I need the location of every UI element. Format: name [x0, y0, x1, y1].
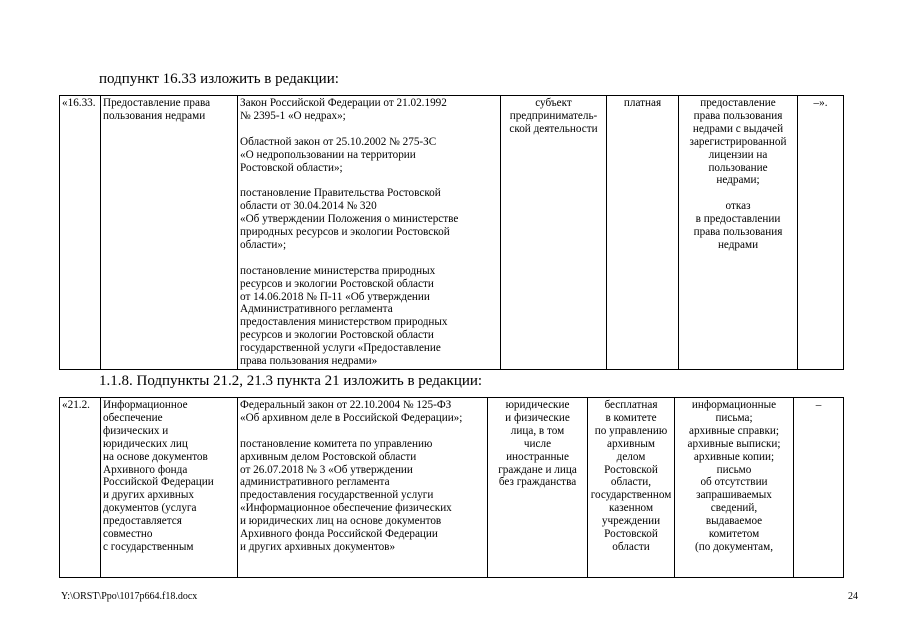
- legal-basis-line: Областной закон от 25.10.2002 № 275-ЗС: [240, 135, 437, 148]
- result-line: комитетом: [708, 528, 760, 541]
- cell-last: –: [794, 398, 844, 578]
- service-name-line: пользования недрами: [103, 109, 206, 122]
- result-line: недрами: [717, 238, 759, 251]
- cell-recipient: [488, 398, 588, 578]
- recipient-line: ской деятельности: [509, 122, 598, 135]
- result-line: права пользования: [693, 226, 783, 239]
- cell-service-name: [101, 96, 238, 370]
- result-line: запрашиваемых: [696, 489, 772, 502]
- legal-basis-line: от 26.07.2018 № 3 «Об утверждении: [240, 463, 413, 476]
- result-line: в предоставлении: [695, 213, 781, 226]
- service-name-line: на основе документов: [103, 450, 208, 463]
- legal-basis-line: Архивного фонда Российской Федерации: [240, 528, 438, 541]
- footer-file-path: Y:\ORST\Ppo\1017p664.f18.docx: [61, 591, 198, 602]
- legal-basis-line: предоставления министерством природных: [240, 316, 448, 329]
- result-line: недрами;: [716, 174, 760, 187]
- recipient-line: лица, в том: [510, 424, 565, 437]
- service-name-line: обеспечение: [103, 411, 163, 424]
- result-line: (по документам,: [694, 540, 773, 553]
- legal-basis-line: и юридических лиц на основе документов: [240, 515, 442, 528]
- payment-line: Ростовской: [604, 528, 658, 541]
- paragraph-gap: [240, 174, 498, 187]
- result-line: зарегистрированной: [689, 135, 787, 148]
- legal-basis-line: «Об утверждении Положения о министерстве: [240, 213, 459, 226]
- result-line: недрами с выдачей: [692, 122, 784, 135]
- heading-subpoints-21-2-21-3: 1.1.8. Подпункты 21.2, 21.3 пункта 21 изложить в редакции:: [99, 373, 483, 389]
- cell-result: [679, 96, 798, 370]
- cell-service-name: [101, 398, 238, 578]
- heading-subpoint-16-33: подпункт 16.33 изложить в редакции:: [99, 71, 339, 87]
- result-line: архивные выписки;: [687, 437, 781, 450]
- legal-basis-line: государственной услуги «Предоставление: [240, 342, 441, 355]
- recipient-line: иностранные: [506, 450, 569, 463]
- legal-basis-line: Федеральный закон от 22.10.2004 № 125-ФЗ: [240, 399, 452, 411]
- legal-basis-line: Ростовской области»;: [240, 161, 343, 174]
- legal-basis-line: ресурсов и экологии Ростовской области: [240, 277, 434, 290]
- service-name-line: и других архивных: [103, 489, 195, 502]
- recipient-line: предприниматель-: [509, 109, 598, 122]
- service-name-line: юридических лиц: [103, 437, 188, 450]
- footer-page-number: 24: [848, 591, 858, 602]
- cell-payment: [588, 398, 675, 578]
- recipient-line: субъект: [535, 97, 572, 109]
- service-name-line: физических и: [103, 424, 169, 437]
- legal-basis-line: области»;: [240, 238, 287, 251]
- payment-line: области: [612, 540, 650, 553]
- legal-basis-line: «Об архивном деле в Российской Федерации»;: [240, 411, 463, 424]
- legal-basis-line: административного регламента: [240, 476, 390, 489]
- result-line: письма;: [715, 411, 753, 424]
- result-line: выдаваемое: [705, 515, 763, 528]
- recipient-line: без гражданства: [498, 476, 577, 489]
- result-line: архивные копии;: [693, 450, 775, 463]
- result-line: об отсутствии: [700, 476, 768, 489]
- recipient-line: граждане и лица: [498, 463, 577, 476]
- result-line: письмо: [716, 463, 752, 476]
- table-subpoint-16-33: [59, 95, 844, 370]
- legal-basis-line: и других архивных документов»: [240, 540, 396, 553]
- legal-basis-line: «О недропользовании на территории: [240, 148, 416, 161]
- cell-number: «21.2.: [60, 398, 101, 578]
- legal-basis-line: Административного регламента: [240, 303, 393, 316]
- payment-line: по управлению: [594, 424, 668, 437]
- cell-result: [675, 398, 794, 578]
- paragraph-gap: [240, 425, 485, 438]
- payment-line: бесплатная: [604, 399, 658, 411]
- result-line: права пользования: [693, 109, 783, 122]
- service-name-line: документов (услуга: [103, 502, 197, 515]
- result-line: лицензии на: [708, 148, 768, 161]
- paragraph-gap: [681, 187, 795, 200]
- recipient-line: числе: [523, 437, 552, 450]
- legal-basis-line: постановление министерства природных: [240, 264, 436, 277]
- legal-basis-line: предоставления государственной услуги: [240, 489, 434, 502]
- legal-basis-line: ресурсов и экологии Ростовской области: [240, 329, 434, 342]
- legal-basis-line: области от 30.04.2014 № 320: [240, 200, 377, 213]
- service-name-line: Предоставление права: [103, 97, 211, 109]
- legal-basis-line: постановление Правительства Ростовской: [240, 187, 441, 200]
- legal-basis-line: Закон Российской Федерации от 21.02.1992: [240, 97, 447, 109]
- legal-basis-line: права пользования недрами»: [240, 355, 378, 368]
- result-line: отказ: [725, 200, 751, 213]
- legal-basis-line: № 2395-1 «О недрах»;: [240, 109, 346, 122]
- payment-line: Ростовской: [604, 463, 658, 476]
- table-row: [60, 398, 844, 578]
- recipient-line: юридические: [505, 399, 570, 411]
- legal-basis-line: природных ресурсов и экологии Ростовской: [240, 226, 450, 239]
- payment-line: государственном: [590, 489, 672, 502]
- service-name-line: Российской Федерации: [103, 476, 214, 489]
- legal-basis-line: от 14.06.2018 № П-11 «Об утверждении: [240, 290, 430, 303]
- service-name-line: предоставляется: [103, 515, 182, 528]
- service-name-line: совместно: [103, 528, 153, 541]
- paragraph-gap: [240, 252, 498, 265]
- table-row: [60, 96, 844, 370]
- payment-line: казенном: [608, 502, 654, 515]
- service-name-line: с государственным: [103, 540, 194, 553]
- legal-basis-line: архивным делом Ростовской области: [240, 450, 417, 463]
- result-line: архивные справки;: [688, 424, 779, 437]
- table-subpoint-21-2: [59, 397, 844, 578]
- result-line: предоставление: [700, 97, 776, 109]
- service-name-line: Архивного фонда: [103, 463, 188, 476]
- cell-legal-basis: [238, 398, 488, 578]
- cell-number: «16.33.: [60, 96, 101, 370]
- result-line: пользование: [708, 161, 768, 174]
- payment-line: области,: [610, 476, 652, 489]
- result-line: информационные: [691, 399, 777, 411]
- result-line: сведений,: [710, 502, 758, 515]
- payment-line: делом: [616, 450, 646, 463]
- payment-line: платная: [623, 97, 662, 109]
- payment-line: в комитете: [605, 411, 657, 424]
- paragraph-gap: [240, 123, 498, 136]
- cell-last: –».: [798, 96, 844, 370]
- cell-legal-basis: [238, 96, 501, 370]
- recipient-line: и физические: [505, 411, 570, 424]
- legal-basis-line: «Информационное обеспечение физических: [240, 502, 452, 515]
- payment-line: учреждении: [601, 515, 661, 528]
- payment-line: архивным: [606, 437, 655, 450]
- cell-recipient: [501, 96, 607, 370]
- service-name-line: Информационное: [103, 399, 188, 411]
- cell-payment: [607, 96, 679, 370]
- legal-basis-line: постановление комитета по управлению: [240, 437, 433, 450]
